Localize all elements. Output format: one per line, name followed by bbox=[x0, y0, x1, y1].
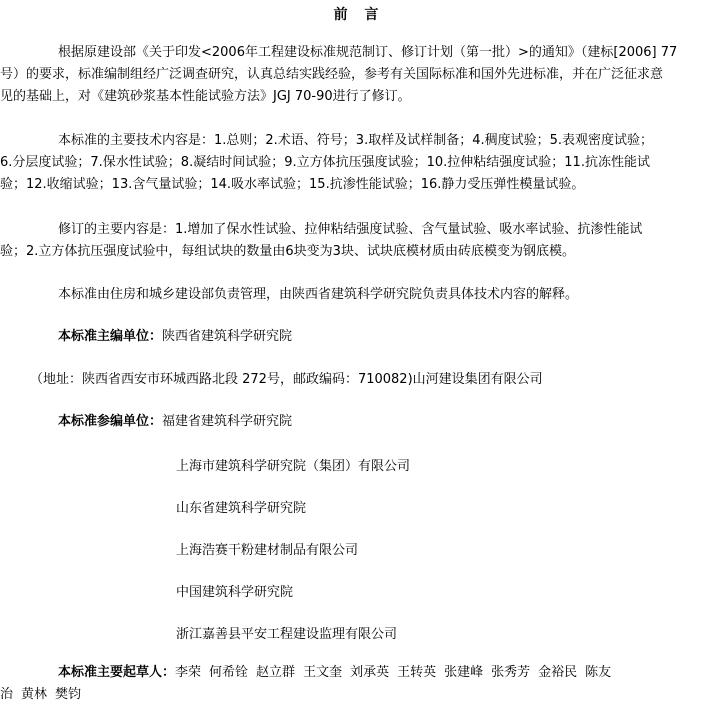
participant-org: 上海浩赛干粉建材制品有限公司 bbox=[176, 543, 359, 558]
address-text: （地址：陕西省西安市环城西路北段 272号，邮政编码：710082)山河建设集团有限公司 bbox=[30, 372, 543, 387]
paragraph-line: 根据原建设部《关于印发<2006年工程建设标准规范制订、修订计划（第一批）>的通知》（建标[2006] 77 bbox=[58, 45, 678, 60]
drafter-name: 治 bbox=[0, 687, 14, 702]
drafter-name: 黄林 bbox=[21, 687, 48, 702]
paragraph-technical-contents bbox=[0, 130, 718, 196]
participants-row bbox=[0, 411, 718, 433]
chief-editor-value: 陕西省建筑科学研究院 bbox=[162, 329, 293, 344]
drafter-name: 赵立群 bbox=[256, 665, 296, 680]
paragraph-revision-basis bbox=[0, 42, 718, 108]
paragraph-line: 修订的主要内容是：1.增加了保水性试验、拉伸粘结强度试验、含气量试验、吸水率试验、抗渗性能试 bbox=[58, 222, 643, 237]
drafter-name: 王文奎 bbox=[303, 665, 343, 680]
address-row bbox=[0, 369, 718, 391]
drafters-label: 本标准主要起草人： bbox=[58, 665, 176, 680]
participants-label: 本标准参编单位： bbox=[58, 414, 163, 429]
page-title: 前 言 bbox=[333, 7, 385, 23]
drafter-name: 樊钧 bbox=[55, 687, 82, 702]
paragraph-line: 号）的要求，标准编制组经广泛调查研究，认真总结实践经验，参考有关国际标准和国外先进标准，并在广泛征求意 bbox=[0, 67, 664, 82]
chief-editor-row bbox=[0, 326, 718, 348]
paragraph-revision-contents bbox=[0, 219, 718, 263]
participant-org: 福建省建筑科学研究院 bbox=[162, 414, 293, 429]
drafter-name: 张秀芳 bbox=[491, 665, 531, 680]
drafter-name: 刘承英 bbox=[350, 665, 390, 680]
drafter-name: 王转英 bbox=[397, 665, 437, 680]
participant-org: 山东省建筑科学研究院 bbox=[176, 501, 307, 516]
paragraph-line: 本标准的主要技术内容是：1.总则；2.术语、符号；3.取样及试样制备；4.稠度试验；5.表观密度试验； bbox=[58, 133, 654, 148]
drafter-name: 陈友 bbox=[585, 665, 612, 680]
drafter-name: 何希铨 bbox=[209, 665, 249, 680]
participant-org: 浙江嘉善县平安工程建设监理有限公司 bbox=[176, 627, 398, 642]
drafters-row bbox=[0, 662, 718, 706]
participant-org: 中国建筑科学研究院 bbox=[176, 585, 294, 600]
chief-editor-label: 本标准主编单位： bbox=[58, 329, 163, 344]
paragraph-line: 6.分层度试验；7.保水性试验；8.凝结时间试验；9.立方体抗压强度试验；10.拉伸粘结强度试验；11.抗冻性能试 bbox=[0, 155, 650, 170]
paragraph-line: 验；2.立方体抗压强度试验中，每组试块的数量由6块变为3块、试块底模材质由砖底模变为钢底模。 bbox=[0, 244, 575, 259]
paragraph-line: 本标准由住房和城乡建设部负责管理，由陕西省建筑科学研究院负责具体技术内容的解释。 bbox=[58, 287, 579, 302]
participant-org: 上海市建筑科学研究院（集团）有限公司 bbox=[176, 459, 411, 474]
drafter-name: 金裕民 bbox=[538, 665, 578, 680]
paragraph-line: 验；12.收缩试验；13.含气量试验；14.吸水率试验；15.抗渗性能试验；16.静力受压弹性模量试验。 bbox=[0, 177, 585, 192]
drafter-name: 李荣 bbox=[175, 665, 202, 680]
paragraph-management bbox=[0, 284, 718, 306]
paragraph-line: 见的基础上，对《建筑砂浆基本性能试验方法》JGJ 70-90进行了修订。 bbox=[0, 89, 411, 104]
drafter-name: 张建峰 bbox=[444, 665, 484, 680]
